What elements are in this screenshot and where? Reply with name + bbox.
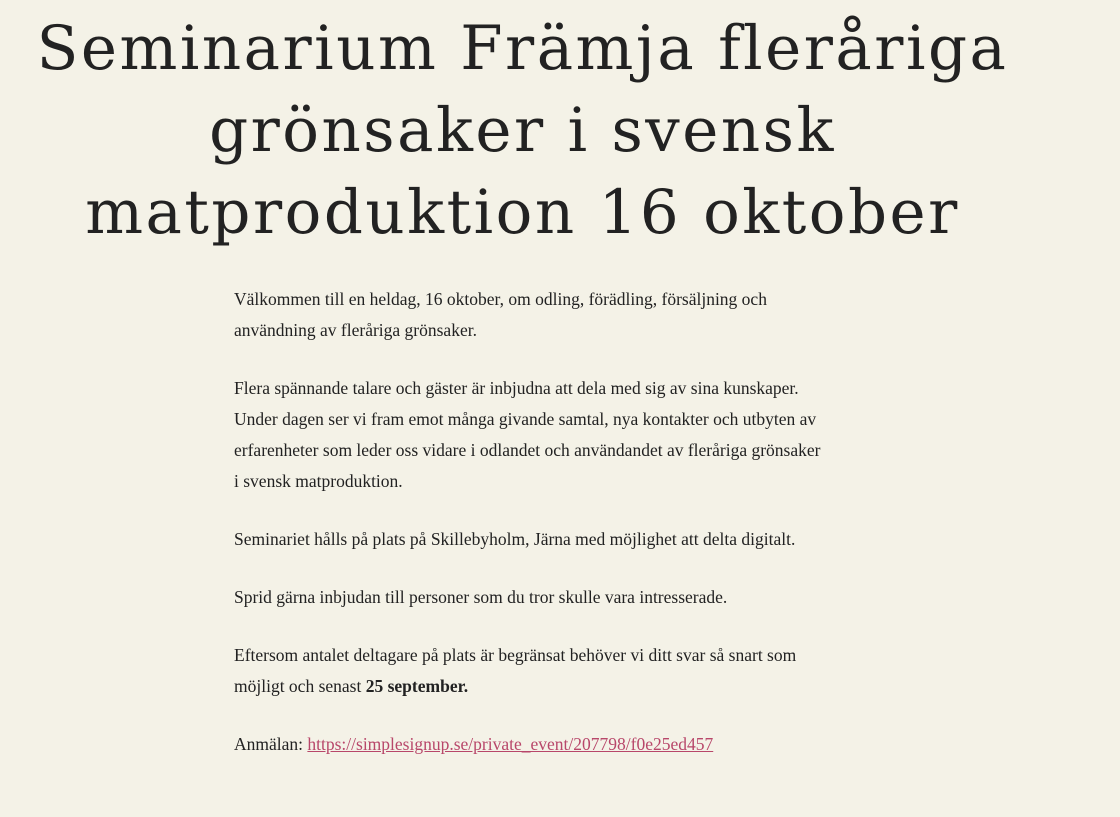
article-body xyxy=(234,284,824,787)
paragraph-welcome: Välkommen till en heldag, 16 oktober, om odling, förädling, försäljning och användning av fleråriga grönsaker. xyxy=(234,289,767,340)
signup-label: Anmälan: xyxy=(234,734,304,754)
page-title: Seminarium Främja fleråriga grönsaker i svensk matproduktion 16 oktober xyxy=(36,13,1009,248)
signup-link[interactable]: https://simplesignup.se/private_event/207798/f0e25ed457 xyxy=(307,734,714,754)
paragraph-share: Sprid gärna inbjudan till personer som du tror skulle vara intresserade. xyxy=(234,587,728,607)
paragraph-deadline xyxy=(234,640,824,702)
paragraph-location: Seminariet hålls på plats på Skillebyholm, Järna med möjlighet att delta digitalt. xyxy=(234,529,796,549)
deadline-text: Eftersom antalet deltagare på plats är begränsat behöver vi ditt svar så snart som möjligt och senast xyxy=(234,645,797,696)
paragraph-speakers: Flera spännande talare och gäster är inbjudna att dela med sig av sina kunskaper. Under dagen ser vi fram emot många givande samtal, nya kontakter och utbyten av erfarenheter som leder oss vidare i odlandet och användandet av fleråriga grönsaker i svensk matproduktion. xyxy=(234,378,821,491)
deadline-date: 25 september. xyxy=(365,676,469,696)
paragraph-signup xyxy=(234,729,824,760)
